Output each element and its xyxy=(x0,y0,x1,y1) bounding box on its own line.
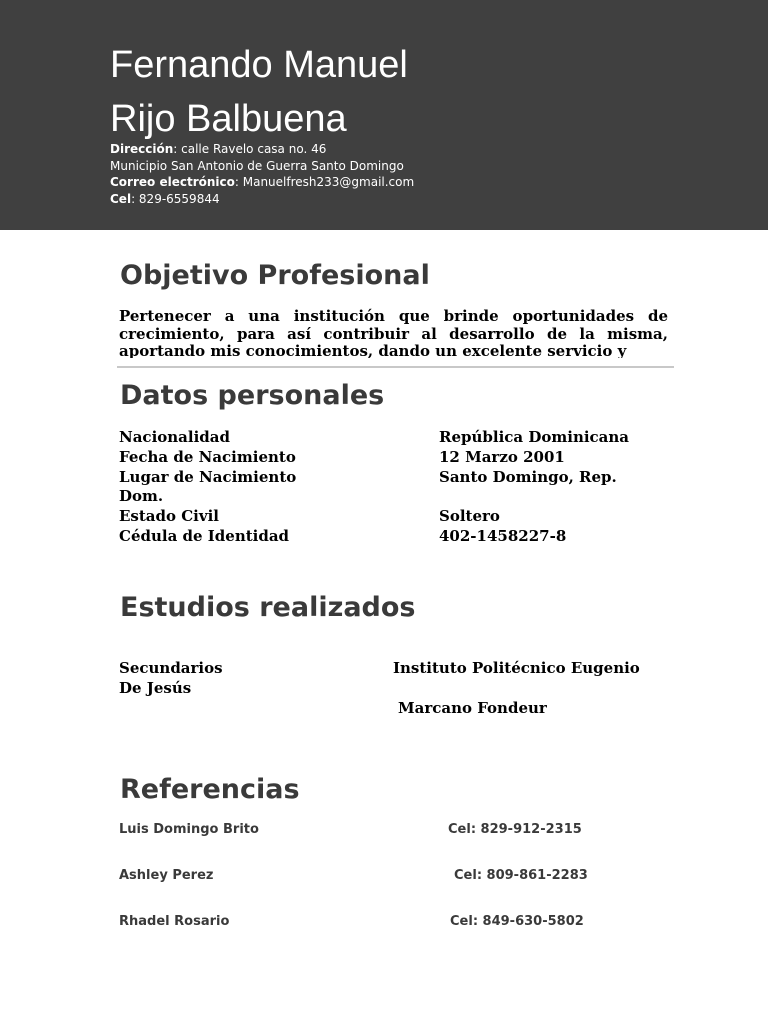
address-label: Dirección xyxy=(110,142,174,156)
header-banner xyxy=(0,0,768,230)
email-line xyxy=(110,174,414,191)
reference-phone: Cel: 809-861-2283 xyxy=(454,868,588,883)
estudios-level-line2: De Jesús xyxy=(119,679,192,697)
section-title-objetivo: Objetivo Profesional xyxy=(120,260,430,291)
estudios-level: Secundarios xyxy=(119,659,223,677)
reference-name: Luis Domingo Brito xyxy=(119,822,259,837)
estudios-school-line1: Instituto Politécnico Eugenio xyxy=(393,659,640,677)
datos-value-fecha: 12 Marzo 2001 xyxy=(439,447,565,466)
phone-value: : 829-6559844 xyxy=(131,191,220,206)
reference-phone: Cel: 849-630-5802 xyxy=(450,914,584,929)
datos-value-lugar: Santo Domingo, Rep. xyxy=(439,467,617,486)
reference-name: Ashley Perez xyxy=(119,868,214,883)
name-line-2: Rijo Balbuena xyxy=(110,98,347,140)
datos-label-cedula: Cédula de Identidad xyxy=(119,527,290,545)
section-title-estudios: Estudios realizados xyxy=(120,592,416,623)
datos-value-estado: Soltero xyxy=(439,507,500,526)
email-label: Correo electrónico xyxy=(110,175,235,189)
datos-value-cedula: 402-1458227-8 xyxy=(439,527,567,545)
datos-label-estado: Estado Civil xyxy=(119,507,219,526)
address-line xyxy=(110,141,414,158)
reference-name: Rhadel Rosario xyxy=(119,914,230,929)
datos-label-lugar: Lugar de Nacimiento xyxy=(119,467,297,486)
full-name xyxy=(110,38,408,146)
estudios-school-line2: Marcano Fondeur xyxy=(398,699,547,717)
address-value: : calle Ravelo casa no. 46 xyxy=(173,142,327,156)
section-title-datos: Datos personales xyxy=(120,380,385,411)
datos-label-lugar-cont: Dom. xyxy=(119,487,164,506)
phone-label: Cel xyxy=(110,191,132,206)
datos-label-nacionalidad: Nacionalidad xyxy=(119,428,230,446)
section-title-referencias: Referencias xyxy=(120,774,300,805)
objetivo-text: Pertenecer a una institución que brinde oportunidades de crecimiento, para así contribuir al desarrollo de la misma, aportando mis conocimientos, dando un excelente servicio y xyxy=(119,308,668,358)
section-divider xyxy=(117,366,674,368)
email-value: : Manuelfresh233@gmail.com xyxy=(234,175,415,189)
phone-line xyxy=(110,191,414,208)
reference-phone: Cel: 829-912-2315 xyxy=(448,822,582,837)
name-line-1: Fernando Manuel xyxy=(110,44,408,86)
datos-label-fecha: Fecha de Nacimiento xyxy=(119,447,296,466)
contact-info xyxy=(110,141,414,207)
datos-value-nacionalidad: República Dominicana xyxy=(439,428,630,446)
address-line-2: Municipio San Antonio de Guerra Santo Domingo xyxy=(110,158,404,173)
